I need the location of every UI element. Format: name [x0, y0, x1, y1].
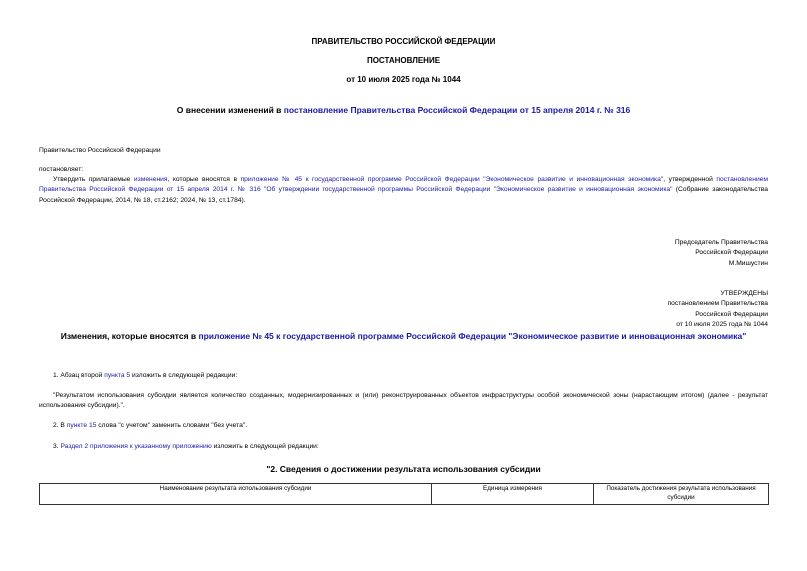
- point-5-link[interactable]: пункта 5: [104, 372, 131, 379]
- signature-block: [675, 238, 768, 269]
- document-title-prefix: О внесении изменений в: [176, 105, 284, 115]
- changes-link[interactable]: изменения: [133, 176, 168, 183]
- appendix-45-link[interactable]: приложение № 45 к государственной программе Российской Федерации "Экономическое развитие и инновационная экономика": [240, 176, 664, 183]
- approved-date: от 10 июля 2025 года № 1044: [676, 321, 768, 329]
- section-2-link[interactable]: Раздел 2 приложения к указанному приложению: [60, 443, 212, 450]
- signature-name: М.Мишустин: [728, 259, 768, 267]
- table-header-indicator: Показатель достижения результата использования субсидии: [594, 484, 769, 505]
- item-1-quote: "Результатом использования субсидии является количество созданных, модернизированных и (или) реконструированных объектов инфраструктуры особой экономической зоны (нарастающим итогом) (далее - результат использования субсидии).".: [39, 392, 768, 410]
- signature-position: Председатель Правительства: [674, 239, 768, 246]
- item-2: [39, 421, 768, 431]
- resolution-316-link[interactable]: постановление Правительства Российской Федерации от 15 апреля 2014 г. № 316: [283, 105, 631, 115]
- government-heading: ПРАВИТЕЛЬСТВО РОССИЙСКОЙ ФЕДЕРАЦИИ: [311, 37, 496, 46]
- document-type: ПОСТАНОВЛЕНИЕ: [366, 56, 441, 65]
- table-header-row: [40, 484, 769, 505]
- table-header-result-name: Наименование результата использования субсидии: [40, 484, 432, 505]
- point-15-link[interactable]: пункте 15: [66, 422, 97, 429]
- approve-paragraph: [39, 175, 768, 206]
- section-2-title: "2. Сведения о достижении результата использования субсидии: [266, 464, 541, 474]
- resolution-link[interactable]: постановлением Правительства Российской Федерации от 15 апреля 2014 г. № 316 "Об утверждении государственной программы Российской Федерации "Экономическое развитие и инновационная экономика": [39, 176, 768, 194]
- appendix-45-title-link[interactable]: приложение № 45 к государственной программе Российской Федерации "Экономическое развитие и инновационная экономика": [198, 331, 747, 341]
- approved-country: Российской Федерации: [695, 310, 768, 318]
- government-line: Правительство Российской Федерации: [39, 147, 161, 154]
- table-header-unit: Единица измерения: [432, 484, 594, 505]
- item-2-text-b: слова "с учетом" заменить словами "без учета".: [96, 422, 248, 429]
- item-1-text-a: 1. Абзац второй: [53, 372, 105, 379]
- changes-title-prefix: Изменения, которые вносятся в: [60, 331, 199, 341]
- approve-text-4: (Собрание законодательства Российской Федерации, 2014, № 18, ст.2162; 2024, № 13, ст.1784).: [39, 186, 768, 204]
- decides-line: постановляет:: [39, 166, 84, 173]
- approved-block: [668, 289, 768, 331]
- item-1-text-b: изложить в следующей редакции:: [130, 372, 238, 379]
- item-3-text-a: 3.: [53, 443, 61, 450]
- approved-heading: УТВЕРЖДЕНЫ: [720, 290, 768, 297]
- document-date-number: от 10 июля 2025 года № 1044: [346, 75, 461, 84]
- approve-text-1: Утвердить прилагаемые: [53, 176, 134, 183]
- item-3-text-b: изложить в следующей редакции:: [211, 443, 319, 450]
- approve-text-3: , утвержденной: [663, 176, 717, 183]
- signature-country: Российской Федерации: [695, 249, 768, 257]
- approve-text-2: , которые вносятся в: [167, 176, 241, 183]
- approved-by: постановлением Правительства: [667, 300, 768, 308]
- item-1: [39, 371, 768, 381]
- document-title: [0, 104, 807, 116]
- subsidy-results-table: [39, 483, 769, 505]
- changes-title: [0, 330, 807, 342]
- item-2-text-a: 2. В: [53, 422, 67, 429]
- item-3: [39, 442, 768, 452]
